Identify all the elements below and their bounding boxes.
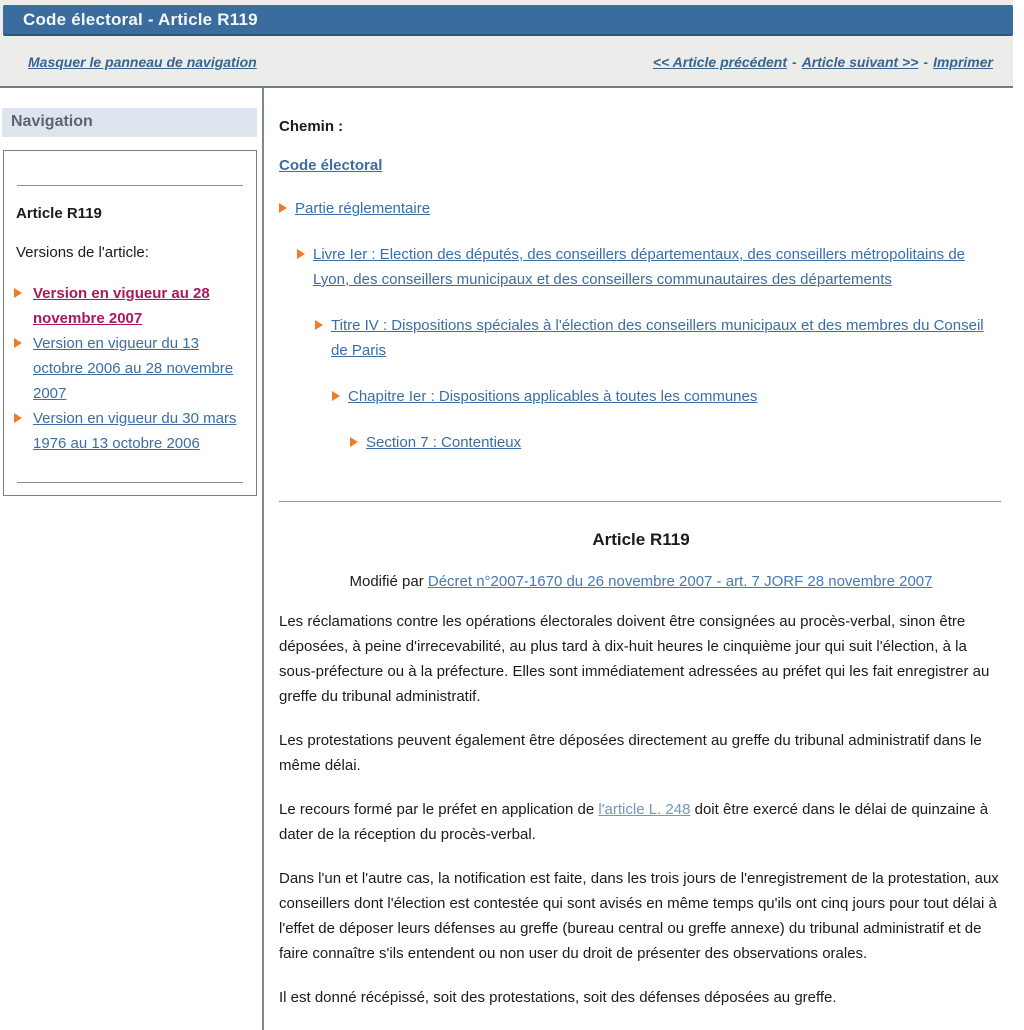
breadcrumb-link[interactable]: Section 7 : Contentieux (366, 434, 522, 451)
bullet-triangle-icon (315, 320, 323, 330)
decree-link[interactable]: Décret n°2007-1670 du 26 novembre 2007 - art. 7 JORF 28 novembre 2007 (427, 573, 933, 590)
version-link[interactable]: Version en vigueur du 30 mars 1976 au 13 octobre 2006 (33, 410, 237, 452)
modification-line (279, 573, 1003, 590)
next-article-link[interactable]: Article suivant >> (801, 54, 919, 70)
top-section (0, 0, 1013, 88)
previous-article-link[interactable]: << Article précédent (652, 54, 788, 70)
modified-prefix: Modifié par (349, 573, 428, 590)
versions-box-divider-top (17, 185, 243, 186)
article-paragraph: Les réclamations contre les opérations électorales doivent être consignées au procès-verbal, sinon être déposées, à peine d'irrecevabilité, au plus tard à dix-huit heures le cinquième jour qui suit l'élection, à la sous-préfecture ou à la préfecture. Elles sont immédiatement adressées au préfet qui les fait enregistrer au greffe du tribunal administratif. (279, 613, 990, 705)
version-list (14, 281, 246, 456)
breadcrumb-link[interactable]: Livre Ier : Election des députés, des conseillers départementaux, des conseillers métropolitains de Lyon, des conseillers municipaux et des conseillers communautaires des départements (313, 246, 966, 288)
bullet-triangle-icon (350, 437, 358, 447)
versions-box (3, 150, 257, 496)
article-content-panel (262, 88, 1013, 1030)
versions-label: Versions de l'article: (16, 244, 149, 261)
breadcrumb-root-link[interactable]: Code électoral (279, 157, 383, 174)
paragraph-text: Le recours formé par le préfet en application de (279, 801, 599, 818)
hide-navigation-link[interactable]: Masquer le panneau de navigation (28, 54, 257, 70)
navigation-panel (0, 88, 262, 1030)
print-link[interactable]: Imprimer (933, 54, 993, 70)
article-title: Article R119 (592, 530, 690, 549)
breadcrumb-level-4 (332, 384, 1003, 409)
main-layout (0, 88, 1013, 1030)
bullet-triangle-icon (279, 203, 287, 213)
bullet-triangle-icon (14, 338, 22, 348)
article-paragraph: Il est donné récépissé, soit des protestations, soit des défenses déposées au greffe. (279, 989, 837, 1006)
article-nav-links (653, 54, 993, 70)
breadcrumb-level-5 (350, 430, 1003, 455)
navigation-panel-title: Navigation (2, 108, 257, 137)
toolbar-separator: - (923, 54, 929, 70)
bullet-triangle-icon (332, 391, 340, 401)
version-list-item (14, 406, 246, 456)
version-list-item (14, 281, 246, 331)
breadcrumb-label: Chemin : (279, 118, 344, 135)
paragraph-text: doit être exercé dans le délai de quinzaine à dater de la réception du procès-verbal. (279, 801, 989, 843)
breadcrumb-link[interactable]: Titre IV : Dispositions spéciales à l'élection des conseillers municipaux et des membres du Conseil de Paris (331, 317, 984, 359)
article-paragraph (279, 797, 1003, 847)
toolbar (3, 36, 1013, 86)
page-title: Code électoral - Article R119 (23, 9, 258, 29)
breadcrumb-link[interactable]: Chapitre Ier : Dispositions applicables à toutes les communes (348, 388, 758, 405)
version-link[interactable]: Version en vigueur du 13 octobre 2006 au 28 novembre 2007 (33, 335, 234, 402)
content-divider (279, 501, 1001, 502)
breadcrumb-link[interactable]: Partie réglementaire (295, 200, 431, 217)
sidebar-article-heading: Article R119 (16, 205, 102, 222)
toolbar-separator: - (792, 54, 797, 70)
breadcrumb-level-1 (279, 196, 1003, 221)
bullet-triangle-icon (297, 249, 305, 259)
bullet-triangle-icon (14, 288, 22, 298)
title-bar (3, 5, 1013, 36)
article-paragraph: Dans l'un et l'autre cas, la notification est faite, dans les trois jours de l'enregistrement de la protestation, aux conseillers dont l'élection est contestée qui sont avisés en même temps qu'ils ont cinq jours pour tout délai à l'effet de déposer leurs défenses au greffe (bureau central ou greffe annexe) du tribunal administratif et de faire connaître s'ils entendent ou non user du droit de présenter des observations orales. (279, 870, 999, 962)
article-paragraph: Les protestations peuvent également être déposées directement au greffe du tribunal administratif dans le même délai. (279, 732, 982, 774)
article-body (279, 609, 1003, 1010)
breadcrumb-level-3 (315, 313, 1003, 363)
breadcrumb-level-2 (297, 242, 1003, 292)
version-list-item (14, 331, 246, 406)
article-l248-link[interactable]: l'article L. 248 (598, 801, 691, 818)
bullet-triangle-icon (14, 413, 22, 423)
versions-box-divider-bottom (17, 482, 243, 483)
version-link-current[interactable]: Version en vigueur au 28 novembre 2007 (33, 285, 210, 327)
